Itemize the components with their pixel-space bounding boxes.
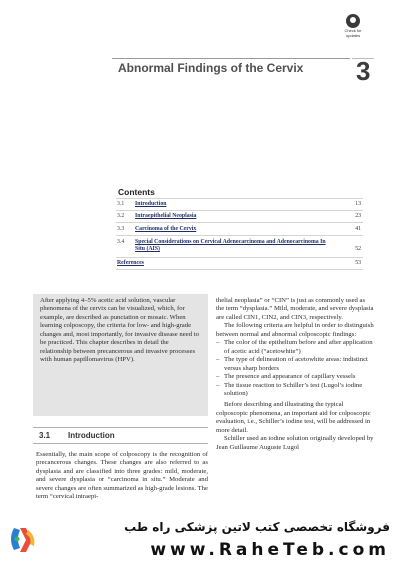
toc-divider [116, 269, 363, 270]
toc-link[interactable]: Introduction [135, 201, 167, 207]
body-paragraph: Schiller used an iodine solution originally developed by Jean Guillaume Auguste Lugol [216, 435, 374, 451]
section-title: Introduction [68, 431, 115, 440]
toc-number: 3.4 [117, 239, 125, 245]
toc-divider [116, 198, 363, 199]
toc-divider [116, 235, 363, 236]
list-item: – The presence and appearance of capillary vessels [216, 373, 374, 381]
list-item: – The type of delineation of acetowhite areas: indistinct versus sharp borders [216, 356, 374, 373]
toc-page: 53 [355, 260, 361, 266]
update-icon [346, 14, 360, 28]
section-rule [33, 443, 208, 444]
toc-link[interactable]: Intraepithelial Neoplasia [135, 213, 197, 219]
toc-number: 3.2 [117, 213, 125, 219]
chapter-title: Abnormal Findings of the Cervix [118, 61, 304, 75]
badge-label: Check for updates [344, 28, 362, 38]
body-paragraph: Essentially, the main scope of colposcopy is the recognition of precancerous changes. These changes are also referred to as dysplasia and are classified into three grades: mild, moderate, and severe dysplasia or “carcinoma in situ.” Moderate and severe changes are often summarized as high-grade lesions. The term “cervical intraepi- [36, 451, 208, 501]
list-item: – The color of the epithelium before and after application of acetic acid (“acetowhite”) [216, 339, 374, 356]
contents-heading: Contents [118, 187, 155, 197]
toc-divider [116, 222, 363, 223]
toc-row[interactable] [116, 239, 363, 255]
section-rule [33, 427, 208, 428]
toc-page: 13 [355, 201, 361, 207]
list-item: – The tissue reaction to Schiller’s test (Lugol’s iodine solution) [216, 382, 374, 399]
toc-page: 52 [355, 246, 361, 252]
toc-divider [116, 257, 363, 258]
store-name: فروشگاه تخصصی کتب لاتین پزشکی راه طب [124, 520, 390, 534]
body-paragraph: thelial neoplasia” or “CIN” is just as commonly used as the term “dysplasia.” Mild, moderate, and severe dysplasia are called CIN1, CIN2, and CIN3, respectively. [216, 297, 374, 321]
section-number: 3.1 [39, 431, 51, 440]
toc-number: 3.1 [117, 201, 125, 207]
criteria-list [216, 339, 374, 398]
header-rule [112, 58, 350, 59]
toc-page: 23 [355, 213, 361, 219]
toc-page: 41 [355, 226, 361, 232]
toc-number: 3.3 [117, 226, 125, 232]
abstract-text: After applying 4–5% acetic acid solution, vascular phenomena of the cervix can be visualized, which, for example, are described as punctation or mosaic. When learning colposcopy, the criteria for low- and high-grade changes and, most importantly, for invasive disease need to be practiced. This chapter describes in detail the relationship between precancerous and invasive processes with human papillomavirus (HPV). [40, 297, 199, 364]
body-paragraph: The following criteria are helpful in order to distinguish between normal and abnormal colposcopic findings: [216, 322, 374, 338]
store-url[interactable]: www.RaheTeb.com [150, 540, 390, 560]
toc-link[interactable]: References [117, 260, 144, 266]
store-logo-icon [6, 522, 40, 556]
toc-link[interactable]: Carcinoma of the Cervix [135, 226, 197, 232]
chapter-number: 3 [356, 56, 371, 86]
toc-divider [116, 210, 363, 211]
toc-link[interactable]: Special Considerations on Cervical Adenocarcinoma and Adenocarcinoma In Situ (AIS) [135, 239, 326, 252]
body-paragraph: Before describing and illustrating the typical colposcopic phenomena, an important aid for colposcopic evaluation, i.e., Schiller’s iodine test, will be addressed in more detail. [216, 401, 371, 434]
check-for-updates-badge[interactable] [340, 14, 366, 48]
right-column [216, 297, 374, 452]
